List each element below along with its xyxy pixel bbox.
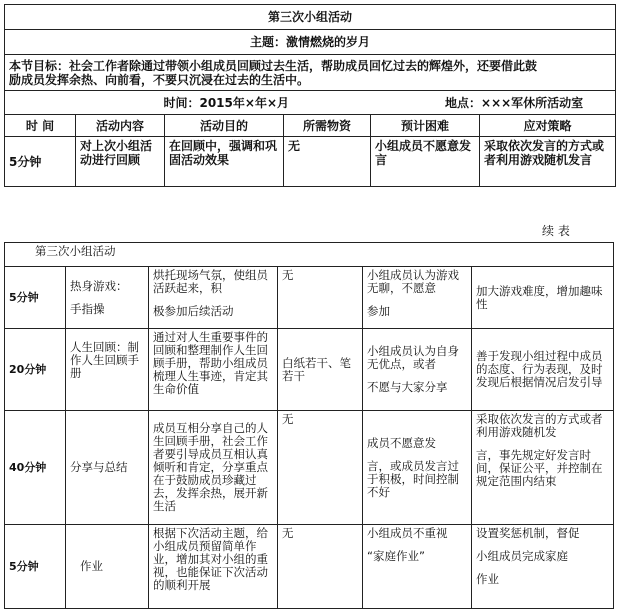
header-time: 时 间 [5, 115, 76, 137]
table-row [5, 267, 614, 329]
header-materials: 所需物资 [284, 115, 371, 137]
continuation-note: 续 表 [542, 224, 570, 238]
row-strategy: 采取依次发言的方式或者利用游戏随机发言 [480, 137, 616, 187]
goal-line-1: 本节目标：社会工作者除通过带领小组成员回顾过去生活，帮助成员回忆过去的辉煌外，还要借此鼓 [9, 58, 538, 73]
row-content: 人生回顾：制作人生回顾手册 [66, 329, 149, 411]
row-time: 5分钟 [5, 137, 76, 187]
row-strategy: 采取依次发言的方式或者利用游戏随机发 言，事先规定好发言时间，保证公平，并控制在规定范围内结束 [472, 411, 614, 525]
header-purpose: 活动目的 [165, 115, 284, 137]
goal-line-2: 励成员发挥余热、向前看，不要只沉浸在过去的生活中。 [9, 72, 310, 87]
time-place-row [5, 91, 616, 115]
table-row [5, 329, 614, 411]
header-difficulty: 预计困难 [371, 115, 480, 137]
table-title-continued: 第三次小组活动 [5, 243, 614, 267]
row-materials: 无 [278, 525, 363, 609]
row-purpose: 在回顾中，强调和巩固活动效果 [165, 137, 284, 187]
table-title: 第三次小组活动 [5, 5, 616, 30]
row-content: 分享与总结 [66, 411, 149, 525]
row-materials: 无 [278, 411, 363, 525]
row-time: 20分钟 [5, 329, 66, 411]
session-goal [5, 55, 616, 91]
row-materials: 无 [284, 137, 371, 187]
row-strategy: 设置奖惩机制，督促 小组成员完成家庭 作业 [472, 525, 614, 609]
session-place: 地点：×××军休所活动室 [445, 95, 584, 110]
row-difficulty: 小组成员不重视 “家庭作业” [363, 525, 472, 609]
row-purpose: 通过对人生重要事件的回顾和整理制作人生回顾手册，帮助小组成员梳理人生事迹，肯定其生命价值 [149, 329, 278, 411]
row-content: 热身游戏： 手指操 [66, 267, 149, 329]
row-materials: 无 [278, 267, 363, 329]
row-difficulty: 成员不愿意发 言，或成员发言过于积极，时间控制不好 [363, 411, 472, 525]
table-row [5, 411, 614, 525]
row-content: 作业 [66, 525, 149, 609]
row-materials: 白纸若干、笔若干 [278, 329, 363, 411]
activity-plan-table-top [4, 4, 616, 187]
row-purpose: 成员互相分享自己的人生回顾手册，社会工作者要引导成员互相认真倾听和肯定，分享重点在于鼓励成员珍藏过去，发挥余热，展开新生活 [149, 411, 278, 525]
row-purpose: 根据下次活动主题，给小组成员预留简单作业，增加其对小组的重视，也能保证下次活动的顺利开展 [149, 525, 278, 609]
session-time: 时间：2015年×年×月 [163, 95, 289, 110]
row-content: 对上次小组活动进行回顾 [76, 137, 165, 187]
row-purpose: 烘托现场气氛，使组员活跃起来，积 极参加后续活动 [149, 267, 278, 329]
row-strategy: 加大游戏难度，增加趣味性 [472, 267, 614, 329]
row-difficulty: 小组成员认为自身无优点，或者 不愿与大家分享 [363, 329, 472, 411]
row-difficulty: 小组成员认为游戏无聊，不愿意 参加 [363, 267, 472, 329]
header-content: 活动内容 [76, 115, 165, 137]
row-difficulty: 小组成员不愿意发言 [371, 137, 480, 187]
table-theme: 主题：激情燃烧的岁月 [5, 30, 616, 55]
row-time: 40分钟 [5, 411, 66, 525]
row-time: 5分钟 [5, 525, 66, 609]
activity-plan-table-continued [4, 242, 614, 609]
table-row [5, 525, 614, 609]
header-strategy: 应对策略 [480, 115, 616, 137]
row-strategy: 善于发现小组过程中成员的态度、行为表现，及时发现后根据情况启发引导 [472, 329, 614, 411]
row-time: 5分钟 [5, 267, 66, 329]
